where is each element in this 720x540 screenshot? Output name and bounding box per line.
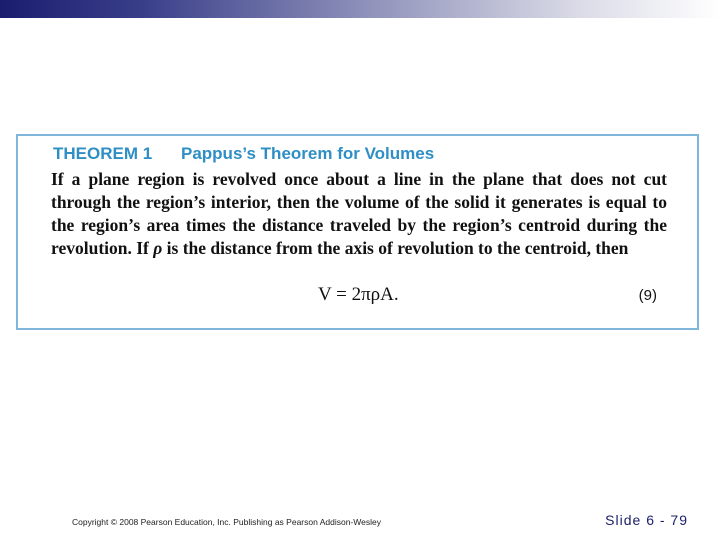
title-gradient-band xyxy=(0,0,720,18)
theorem-number-label: THEOREM 1 xyxy=(53,144,153,163)
volume-formula: V = 2πρA. xyxy=(318,284,399,305)
equation-number: (9) xyxy=(638,287,657,304)
rho-symbol: ρ xyxy=(153,238,163,258)
theorem-box xyxy=(16,134,699,330)
theorem-text-part2: is the distance from the axis of revolution to the centroid, then xyxy=(162,238,629,258)
theorem-title: Pappus’s Theorem for Volumes xyxy=(181,144,435,163)
theorem-statement xyxy=(51,168,667,260)
theorem-heading xyxy=(53,144,434,164)
theorem-text-part1: If a plane region is revolved once about a line in the plane that does not cut through the region’s interior, then the volume of the solid it generates is equal to the region’s area times the distance traveled by the region’s centroid during the revolution. If xyxy=(51,169,667,258)
slide-number: Slide 6 - 79 xyxy=(605,512,688,528)
copyright-notice: Copyright © 2008 Pearson Education, Inc. Publishing as Pearson Addison-Wesley xyxy=(72,517,381,527)
